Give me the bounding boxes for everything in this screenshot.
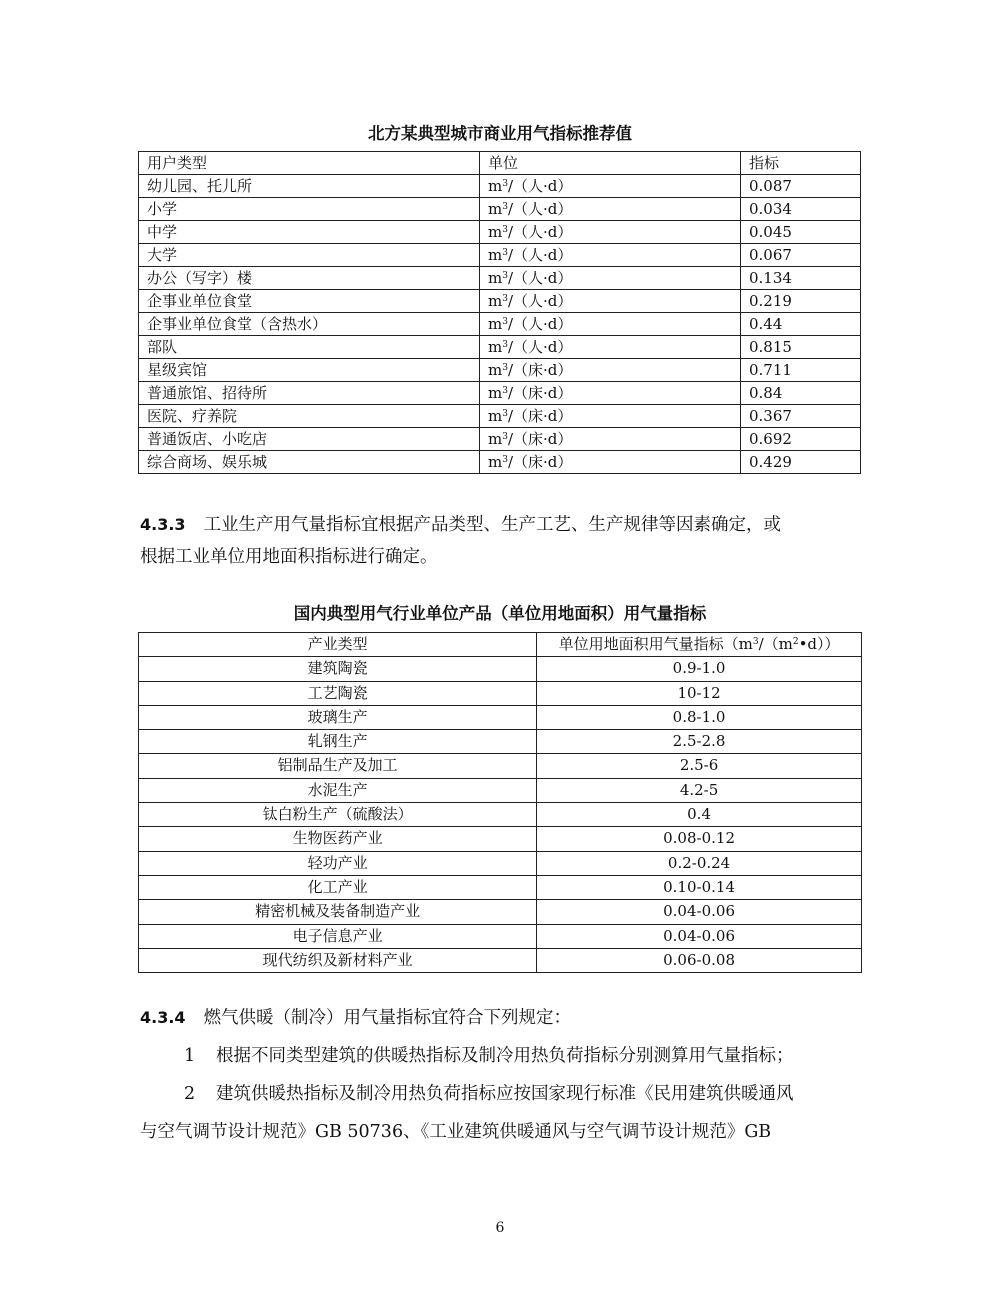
value-cell: 0.9-1.0 xyxy=(537,657,862,681)
unit-cell xyxy=(480,198,741,221)
industry-cell: 现代纺织及新材料产业 xyxy=(139,948,537,972)
unit-superscript: 3 xyxy=(502,363,508,373)
paragraph-text: 根据工业单位用地面积指标进行确定。 xyxy=(140,547,438,567)
unit-superscript: 3 xyxy=(502,225,508,235)
unit-cell xyxy=(480,382,741,405)
table-row xyxy=(139,451,861,474)
industry-cell: 铝制品生产及加工 xyxy=(139,754,537,778)
unit-cell xyxy=(480,359,741,382)
value-cell: 0.034 xyxy=(741,198,861,221)
value-cell: 4.2-5 xyxy=(537,778,862,802)
unit-slash: / xyxy=(507,338,514,356)
table-row xyxy=(139,778,862,802)
table-row xyxy=(139,382,861,405)
unit-basis: （人·d） xyxy=(513,223,573,241)
value-cell: 10-12 xyxy=(537,681,862,705)
unit-basis: （床·d） xyxy=(513,361,573,379)
value-cell: 0.84 xyxy=(741,382,861,405)
table-row xyxy=(139,428,861,451)
header-cell: 用户类型 xyxy=(139,152,480,175)
header-text: •d）） xyxy=(798,635,840,653)
unit-superscript: 3 xyxy=(502,455,508,465)
value-cell: 2.5-2.8 xyxy=(537,730,862,754)
unit-cell xyxy=(480,244,741,267)
unit-superscript: 3 xyxy=(502,409,508,419)
value-cell: 0.04-0.06 xyxy=(537,924,862,948)
unit-cell xyxy=(480,290,741,313)
unit-cell xyxy=(480,175,741,198)
table-row xyxy=(139,336,861,359)
unit-prefix: m xyxy=(488,177,503,195)
unit-prefix: m xyxy=(488,200,503,218)
table-row xyxy=(139,924,862,948)
value-cell: 0.2-0.24 xyxy=(537,851,862,875)
unit-basis: （人·d） xyxy=(513,292,573,310)
table-row xyxy=(139,948,862,972)
table-row xyxy=(139,657,862,681)
value-cell: 0.045 xyxy=(741,221,861,244)
table-row xyxy=(139,290,861,313)
user-type-cell: 普通饭店、小吃店 xyxy=(139,428,480,451)
value-cell: 0.711 xyxy=(741,359,861,382)
industrial-gas-table xyxy=(138,632,862,973)
value-cell: 0.815 xyxy=(741,336,861,359)
value-cell: 0.219 xyxy=(741,290,861,313)
unit-prefix: m xyxy=(488,269,503,287)
user-type-cell: 企事业单位食堂（含热水） xyxy=(139,313,480,336)
unit-cell xyxy=(480,405,741,428)
unit-superscript: 3 xyxy=(502,248,508,258)
industry-cell: 轧钢生产 xyxy=(139,730,537,754)
unit-superscript: 3 xyxy=(502,294,508,304)
unit-superscript: 3 xyxy=(502,386,508,396)
item-number: 2 xyxy=(184,1084,196,1104)
unit-superscript: 3 xyxy=(502,432,508,442)
unit-cell xyxy=(480,267,741,290)
unit-basis: （人·d） xyxy=(513,177,573,195)
header-cell: 产业类型 xyxy=(139,633,537,657)
table-row xyxy=(139,175,861,198)
section-number: 4.3.3 xyxy=(140,515,186,534)
unit-slash: / xyxy=(507,430,514,448)
unit-slash: / xyxy=(507,292,514,310)
unit-basis: （人·d） xyxy=(513,269,573,287)
unit-slash: / xyxy=(507,223,514,241)
unit-slash: / xyxy=(507,246,514,264)
unit-cell xyxy=(480,313,741,336)
value-cell: 0.067 xyxy=(741,244,861,267)
item-text: 根据不同类型建筑的供暖热指标及制冷用热负荷指标分别测算用气量指标； xyxy=(216,1046,794,1066)
unit-prefix: m xyxy=(488,315,503,333)
section-number: 4.3.4 xyxy=(140,1008,186,1027)
value-cell: 2.5-6 xyxy=(537,754,862,778)
unit-slash: / xyxy=(507,177,514,195)
header-text: /（m xyxy=(758,635,793,653)
unit-cell xyxy=(480,428,741,451)
table2-caption: 国内典型用气行业单位产品（单位用地面积）用气量指标 xyxy=(293,604,707,623)
item-number: 1 xyxy=(184,1046,196,1066)
industry-cell: 工艺陶瓷 xyxy=(139,681,537,705)
industry-cell: 生物医药产业 xyxy=(139,827,537,851)
user-type-cell: 中学 xyxy=(139,221,480,244)
industry-cell: 水泥生产 xyxy=(139,778,537,802)
paragraph-line xyxy=(140,1002,860,1034)
user-type-cell: 普通旅馆、招待所 xyxy=(139,382,480,405)
table-row xyxy=(139,359,861,382)
table-row xyxy=(139,803,862,827)
unit-basis: （床·d） xyxy=(513,384,573,402)
user-type-cell: 小学 xyxy=(139,198,480,221)
value-cell: 0.08-0.12 xyxy=(537,827,862,851)
unit-superscript: 2 xyxy=(792,637,799,647)
unit-basis: （床·d） xyxy=(513,407,573,425)
value-cell: 0.367 xyxy=(741,405,861,428)
unit-slash: / xyxy=(507,315,514,333)
paragraph-4-3-4 xyxy=(140,1002,860,1148)
item-text: 建筑供暖热指标及制冷用热负荷指标应按国家现行标准《民用建筑供暖通风 xyxy=(216,1084,794,1104)
paragraph-4-3-3 xyxy=(140,509,860,573)
value-cell: 0.429 xyxy=(741,451,861,474)
commercial-gas-table xyxy=(138,151,861,474)
unit-prefix: m xyxy=(488,223,503,241)
unit-superscript: 3 xyxy=(502,271,508,281)
table-row xyxy=(139,851,862,875)
paragraph-text: 燃气供暖（制冷）用气量指标宜符合下列规定： xyxy=(203,1008,572,1028)
value-cell: 0.692 xyxy=(741,428,861,451)
user-type-cell: 部队 xyxy=(139,336,480,359)
user-type-cell: 综合商场、娱乐城 xyxy=(139,451,480,474)
unit-prefix: m xyxy=(488,430,503,448)
table-row xyxy=(139,730,862,754)
unit-prefix: m xyxy=(488,361,503,379)
unit-superscript: 3 xyxy=(502,317,508,327)
unit-cell xyxy=(480,221,741,244)
industry-cell: 钛白粉生产（硫酸法） xyxy=(139,803,537,827)
user-type-cell: 企事业单位食堂 xyxy=(139,290,480,313)
list-item xyxy=(140,1078,860,1110)
value-cell: 0.087 xyxy=(741,175,861,198)
unit-prefix: m xyxy=(488,338,503,356)
industry-cell: 化工产业 xyxy=(139,875,537,899)
value-cell: 0.10-0.14 xyxy=(537,875,862,899)
unit-slash: / xyxy=(507,407,514,425)
unit-prefix: m xyxy=(488,407,503,425)
industry-cell: 玻璃生产 xyxy=(139,705,537,729)
table-row xyxy=(139,198,861,221)
page-number: 6 xyxy=(495,1220,505,1236)
unit-cell xyxy=(480,451,741,474)
unit-superscript: 3 xyxy=(502,202,508,212)
unit-prefix: m xyxy=(488,292,503,310)
unit-slash: / xyxy=(507,361,514,379)
value-cell: 0.06-0.08 xyxy=(537,948,862,972)
value-cell: 0.44 xyxy=(741,313,861,336)
header-cell: 指标 xyxy=(741,152,861,175)
table-header-row xyxy=(139,633,862,657)
header-cell: 单位 xyxy=(480,152,741,175)
table-row xyxy=(139,875,862,899)
user-type-cell: 办公（写字）楼 xyxy=(139,267,480,290)
value-cell: 0.8-1.0 xyxy=(537,705,862,729)
unit-prefix: m xyxy=(488,384,503,402)
unit-slash: / xyxy=(507,269,514,287)
unit-prefix: m xyxy=(488,453,503,471)
value-cell: 0.134 xyxy=(741,267,861,290)
unit-basis: （人·d） xyxy=(513,246,573,264)
item-text: 与空气调节设计规范》GB 50736、《工业建筑供暖通风与空气调节设计规范》GB xyxy=(140,1122,772,1142)
table-row xyxy=(139,827,862,851)
table-row xyxy=(139,313,861,336)
value-cell: 0.04-0.06 xyxy=(537,900,862,924)
table-row xyxy=(139,754,862,778)
header-text: 单位用地面积用气量指标（m xyxy=(558,635,753,653)
table-row xyxy=(139,705,862,729)
user-type-cell: 星级宾馆 xyxy=(139,359,480,382)
unit-basis: （人·d） xyxy=(513,315,573,333)
unit-basis: （床·d） xyxy=(513,453,573,471)
header-cell xyxy=(537,633,862,657)
unit-superscript: 3 xyxy=(752,637,759,647)
industry-cell: 电子信息产业 xyxy=(139,924,537,948)
table-row xyxy=(139,267,861,290)
unit-superscript: 3 xyxy=(502,179,508,189)
table-row xyxy=(139,681,862,705)
user-type-cell: 医院、疗养院 xyxy=(139,405,480,428)
paragraph-line xyxy=(140,1116,860,1148)
industry-cell: 精密机械及装备制造产业 xyxy=(139,900,537,924)
table-row xyxy=(139,244,861,267)
unit-superscript: 3 xyxy=(502,340,508,350)
industry-cell: 轻功产业 xyxy=(139,851,537,875)
table-row xyxy=(139,405,861,428)
table-row xyxy=(139,221,861,244)
table-header-row xyxy=(139,152,861,175)
unit-slash: / xyxy=(507,384,514,402)
industry-cell: 建筑陶瓷 xyxy=(139,657,537,681)
value-cell: 0.4 xyxy=(537,803,862,827)
table-row xyxy=(139,900,862,924)
table1-caption: 北方某典型城市商业用气指标推荐值 xyxy=(368,124,632,143)
unit-basis: （床·d） xyxy=(513,430,573,448)
user-type-cell: 幼儿园、托儿所 xyxy=(139,175,480,198)
unit-cell xyxy=(480,336,741,359)
unit-basis: （人·d） xyxy=(513,338,573,356)
user-type-cell: 大学 xyxy=(139,244,480,267)
unit-basis: （人·d） xyxy=(513,200,573,218)
unit-slash: / xyxy=(507,453,514,471)
unit-slash: / xyxy=(507,200,514,218)
paragraph-line xyxy=(140,509,860,541)
paragraph-line xyxy=(140,541,860,573)
list-item xyxy=(140,1040,860,1072)
unit-prefix: m xyxy=(488,246,503,264)
paragraph-text: 工业生产用气量指标宜根据产品类型、生产工艺、生产规律等因素确定，或 xyxy=(203,515,782,535)
